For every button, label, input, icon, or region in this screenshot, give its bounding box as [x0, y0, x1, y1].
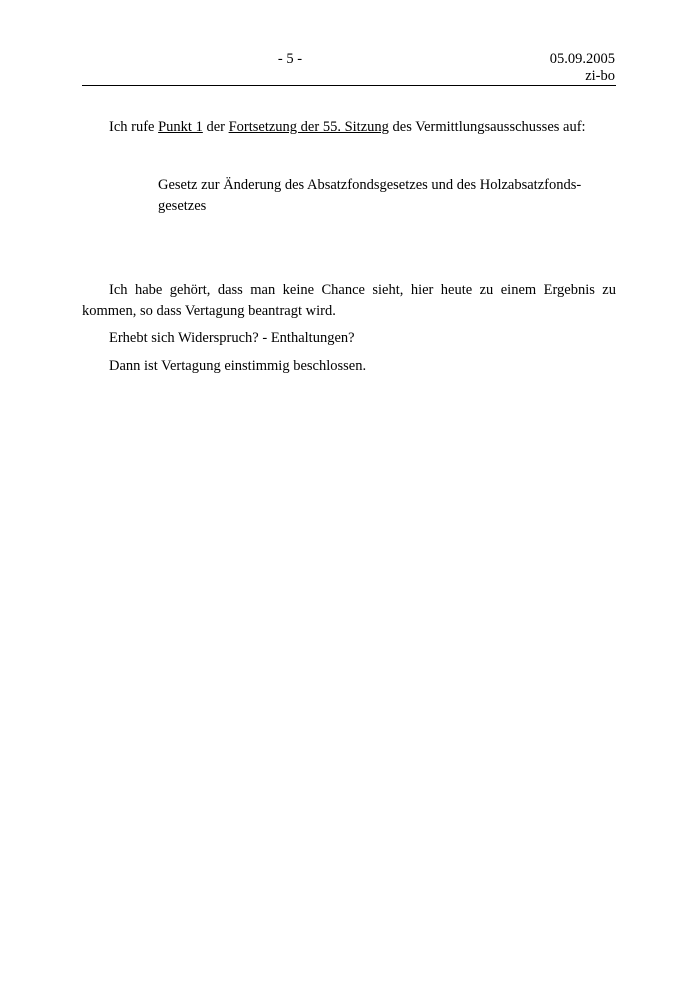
- body-paragraph-2-text: Erhebt sich Widerspruch? - Enthaltungen?: [109, 330, 355, 346]
- header-code: zi-bo: [585, 68, 615, 84]
- intro-text-between: der: [202, 119, 229, 135]
- agenda-point-reference: Punkt 1: [158, 119, 203, 135]
- body-paragraph-3-text: Dann ist Vertagung einstimmig beschlossen.: [109, 358, 367, 374]
- header-date: 05.09.2005: [549, 51, 615, 67]
- agenda-item-line2: gesetzes: [158, 198, 207, 214]
- body-paragraph-2: [82, 328, 616, 349]
- header-divider: [82, 85, 616, 86]
- session-reference: Fortsetzung der 55. Sitzung: [228, 119, 389, 135]
- agenda-item-line1: Gesetz zur Änderung des Absatzfondsgesetzes und des Holzabsatzfonds-: [158, 177, 582, 193]
- body-paragraph-1: [82, 280, 616, 322]
- page-number: - 5 -: [277, 51, 303, 67]
- intro-text-end: des Vermittlungsausschusses auf:: [388, 119, 586, 135]
- intro-text-start: Ich rufe: [109, 119, 159, 135]
- agenda-item: [158, 175, 616, 217]
- body-paragraph-1-text: Ich habe gehört, dass man keine Chance sieht, hier heute zu einem Ergebnis zu kommen, so dass Vertagung beantragt wird.: [82, 282, 616, 319]
- intro-paragraph: [82, 117, 616, 138]
- body-paragraph-3: [82, 356, 616, 377]
